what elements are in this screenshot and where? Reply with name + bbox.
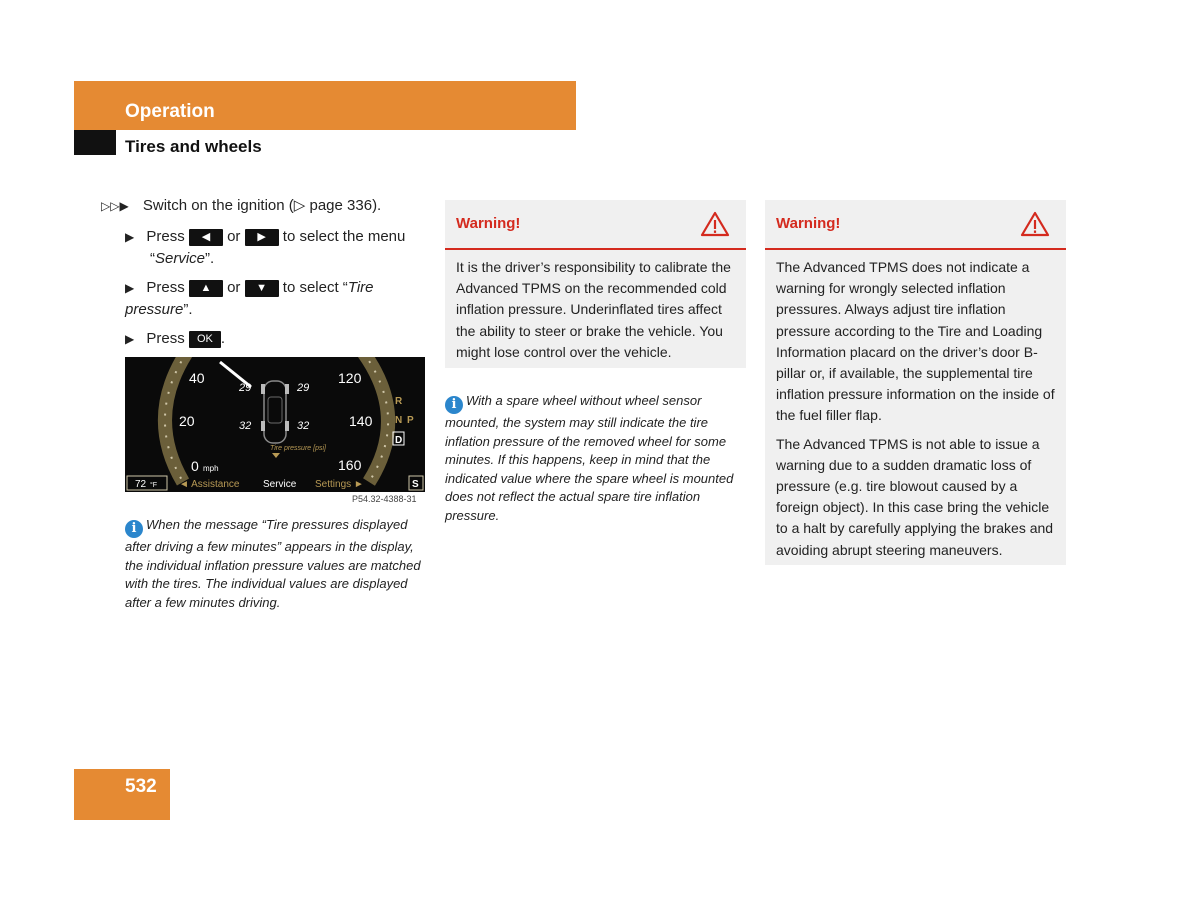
pressure-front-right: 29 — [297, 382, 310, 394]
gear-p: P — [407, 415, 414, 426]
warning-triangle-icon — [700, 211, 730, 237]
page-number: 532 — [125, 776, 157, 797]
step-3 — [125, 277, 425, 320]
gear-n: N — [395, 415, 403, 426]
press-label: Press — [146, 279, 185, 296]
tire-pressure-label: Tire pressure [psi] — [270, 445, 326, 452]
step-1-text: Switch on the ignition ( — [142, 197, 294, 214]
pressure-rear-left: 32 — [239, 420, 252, 432]
menu-current: Service — [263, 479, 297, 490]
warning-2-paragraph-2: The Advanced TPMS is not able to issue a warning due to a sudden dramatic loss of pressure (e.g. tire blowout caused by a foreign object). In this case bring the vehicle to a halt by carefully applying the brakes and avoiding abrupt steering maneuvers. — [776, 435, 1054, 558]
instrument-cluster-image — [125, 357, 425, 492]
menu-next: Settings ► — [315, 479, 364, 490]
gauge-label-160: 160 — [338, 457, 362, 473]
step-1 — [101, 195, 431, 217]
step-3-text: to select “ — [282, 279, 348, 296]
step-2-text: to select the menu — [282, 228, 406, 245]
warning-text — [445, 250, 746, 376]
header-marker — [74, 130, 116, 155]
step-bullet: ▶ — [125, 230, 135, 244]
gauge-label-20: 20 — [179, 413, 195, 429]
menu-prev: ◄ Assistance — [179, 479, 240, 490]
quote-close: ”. — [183, 301, 193, 318]
right-arrow-key-icon: ▶ — [245, 229, 279, 246]
temperature-unit: °F — [150, 482, 158, 489]
gear-r: R — [395, 396, 403, 407]
section-title: Operation — [125, 101, 215, 122]
down-arrow-key-icon: ▼ — [245, 280, 279, 297]
gauge-label-140: 140 — [349, 413, 373, 429]
menu-tire-pressure: Tire pressure — [125, 279, 374, 318]
or-label: or — [227, 279, 241, 296]
press-label: Press — [146, 330, 185, 347]
gauge-label-0: 0 — [191, 458, 199, 474]
info-note-middle — [445, 392, 747, 525]
warning-2-paragraph-1: The Advanced TPMS does not indicate a warning for wrongly selected inflation pressures. Always adjust tire inflation pressure according to the Tire and Loading Information placard on the driver’s door B-pillar or, if available, the supplemental tire inflation pressure information on the inside of the fuel filler flap. — [776, 259, 1055, 424]
warning-label: Warning! — [456, 215, 521, 232]
pressure-rear-right: 32 — [297, 420, 310, 432]
info-note-left-text: When the message “Tire pressures displayed after driving a few minutes” appears in the display, the individual inflation pressure values are matched with the tires. The individual values are displayed after a few minutes driving. — [125, 517, 421, 610]
step-bullet: ▶ — [125, 332, 135, 346]
press-label: Press — [146, 228, 185, 245]
info-note-middle-text: With a spare wheel without wheel sensor mounted, the system may still indicate the tire inflation pressure of the removed wheel for some minutes. If this happens, keep in mind that the indicated value where the spare wheel is mounted does not reflect the actual spare tire inflation pressure. — [445, 393, 734, 523]
gauge-label-120: 120 — [338, 370, 362, 386]
s-badge: S — [412, 479, 419, 490]
image-reference: P54.32-4388-31 — [352, 494, 417, 504]
step-4-end: . — [220, 330, 226, 347]
warning-header — [765, 200, 1066, 250]
info-icon: i — [445, 396, 463, 414]
info-icon: i — [125, 520, 143, 538]
warning-triangle-icon — [1020, 211, 1050, 237]
warning-box-2 — [765, 200, 1066, 565]
gear-d: D — [395, 435, 403, 446]
step-2 — [125, 226, 425, 269]
page-reference[interactable]: ▷ page 336 — [293, 197, 373, 214]
subsection-title: Tires and wheels — [125, 137, 262, 156]
menu-service: Service — [155, 250, 206, 267]
step-bullet: ▶ — [125, 281, 135, 295]
step-4 — [125, 328, 425, 350]
info-note-left — [125, 516, 430, 612]
warning-label: Warning! — [776, 215, 841, 232]
pressure-front-left: 29 — [239, 382, 252, 394]
quote-open: “ — [150, 250, 155, 267]
warning-1-paragraph: It is the driver’s responsibility to calibrate the Advanced TPMS on the recommended cold inflation pressure. Underinflated tires affect the ability to steer or brake the vehicle. You might lose control over the vehicle. — [456, 259, 731, 360]
temperature-value: 72 — [135, 479, 147, 490]
or-label: or — [227, 228, 241, 245]
continued-marker: ▷▷▶ — [101, 199, 129, 213]
warning-box-1 — [445, 200, 746, 368]
speed-unit: mph — [203, 464, 219, 473]
left-arrow-key-icon: ◀ — [189, 229, 223, 246]
step-1-end: ). — [372, 197, 382, 214]
quote-close: ”. — [205, 250, 215, 267]
ok-key-icon: OK — [189, 331, 221, 348]
warning-header — [445, 200, 746, 250]
warning-text — [765, 250, 1066, 574]
up-arrow-key-icon: ▲ — [189, 280, 223, 297]
gauge-label-40: 40 — [189, 370, 205, 386]
